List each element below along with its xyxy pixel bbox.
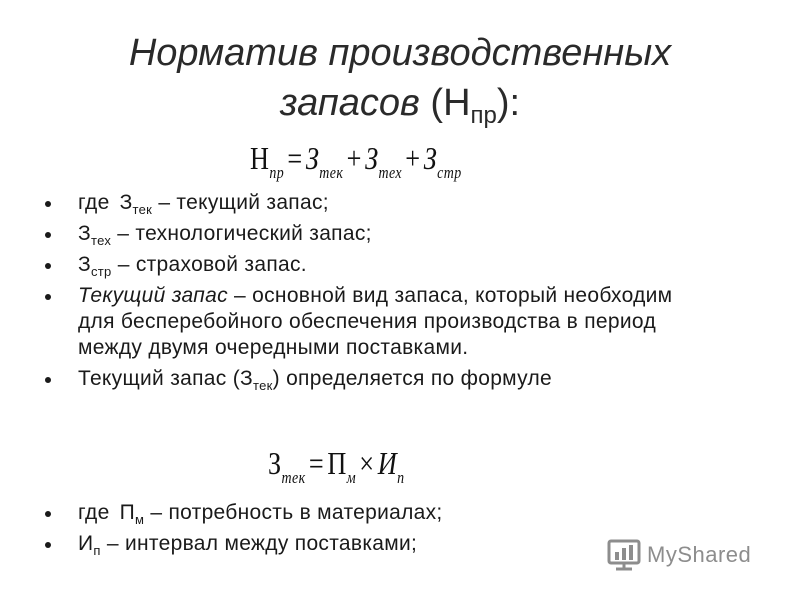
bullet-dot	[45, 377, 51, 383]
formula-1-lhs-sub: пр	[269, 163, 285, 182]
bullet-text: – текущий запас;	[152, 191, 329, 214]
bullet-dot	[45, 232, 51, 238]
bullet-dot	[45, 201, 51, 207]
formula-1-term-3: З	[423, 140, 438, 176]
title-paren-open: (Н	[430, 82, 471, 124]
bullet-item	[40, 221, 680, 247]
bullet-dot	[45, 263, 51, 269]
myshared-logo-icon	[607, 538, 641, 572]
watermark-logo	[607, 537, 751, 573]
formula-1-term-1-sub: тек	[319, 163, 344, 182]
formula-2-times: ×	[359, 445, 375, 481]
bullet-item	[40, 366, 680, 392]
bullet-item	[40, 283, 680, 361]
bullet-subscript: м	[134, 512, 145, 527]
bullet-subscript: тек	[253, 378, 273, 393]
formula-current-stock	[268, 445, 405, 487]
formula-2-term-2: И	[377, 445, 398, 481]
formula-1-plus-1: +	[346, 140, 362, 176]
bullet-subscript: тех	[90, 233, 112, 248]
bullet-item	[40, 190, 680, 216]
formula-1-equals: =	[287, 140, 303, 176]
title-line-2	[0, 78, 800, 128]
bullet-text: – страховой запас.	[111, 253, 307, 276]
bullet-symbol: З	[78, 222, 91, 245]
formula-2-term-2-sub: п	[397, 468, 405, 487]
bullet-list-1	[40, 190, 680, 397]
bullet-text: – технологический запас;	[111, 222, 372, 245]
formula-2-lhs-sub: тек	[281, 468, 306, 487]
formula-1-term-2: З	[365, 140, 379, 176]
logo-text: MyShared	[647, 542, 752, 567]
title-paren-close: ):	[496, 82, 521, 124]
bullet-subscript: стр	[90, 264, 112, 279]
bullet-italic-term: Текущий запас	[78, 284, 228, 307]
title-word-zapasov: запасов	[279, 82, 420, 124]
bullet-item	[40, 500, 680, 526]
formula-1-term-2-sub: тех	[378, 163, 402, 182]
slide-title	[0, 28, 800, 128]
bullet-symbol: З	[119, 191, 133, 214]
bullet-item	[40, 531, 680, 557]
title-subscript: пр	[470, 102, 497, 129]
bullet-text-after: ) определяется по формуле	[272, 367, 553, 390]
bullet-subscript: п	[93, 543, 101, 558]
bullet-symbol: П	[119, 501, 135, 524]
formula-1-plus-2: +	[405, 140, 421, 176]
formula-2-term-1: П	[327, 445, 347, 481]
formula-1-term-3-sub: стр	[437, 163, 462, 182]
bullet-item	[40, 252, 680, 278]
formula-2-term-1-sub: м	[346, 468, 357, 487]
bullet-dot	[45, 542, 51, 548]
bullet-subscript: тек	[132, 202, 153, 217]
bullet-text: – потребность в материалах;	[144, 501, 443, 524]
formula-norm	[250, 140, 462, 182]
title-line-1: Норматив производственных	[128, 32, 672, 74]
bullet-list-2	[40, 500, 680, 562]
bullet-prefix: где	[78, 501, 110, 524]
bullet-text-before: Текущий запас (З	[78, 367, 253, 390]
bullet-symbol: З	[78, 253, 91, 276]
formula-1-lhs: Н	[250, 140, 270, 176]
formula-1-term-1: З	[305, 140, 320, 176]
bullet-symbol: И	[78, 532, 94, 555]
bullet-text: – интервал между поставками;	[100, 532, 418, 555]
bullet-dot	[45, 511, 51, 517]
formula-2-lhs: З	[268, 445, 282, 481]
formula-2-equals: =	[308, 445, 325, 481]
bullet-text: – основной вид запаса, который необходим для бесперебойного обеспечения производства в период между двумя очередными поставками.	[78, 284, 673, 359]
bullet-dot	[45, 294, 51, 300]
bullet-prefix: где	[78, 191, 110, 214]
